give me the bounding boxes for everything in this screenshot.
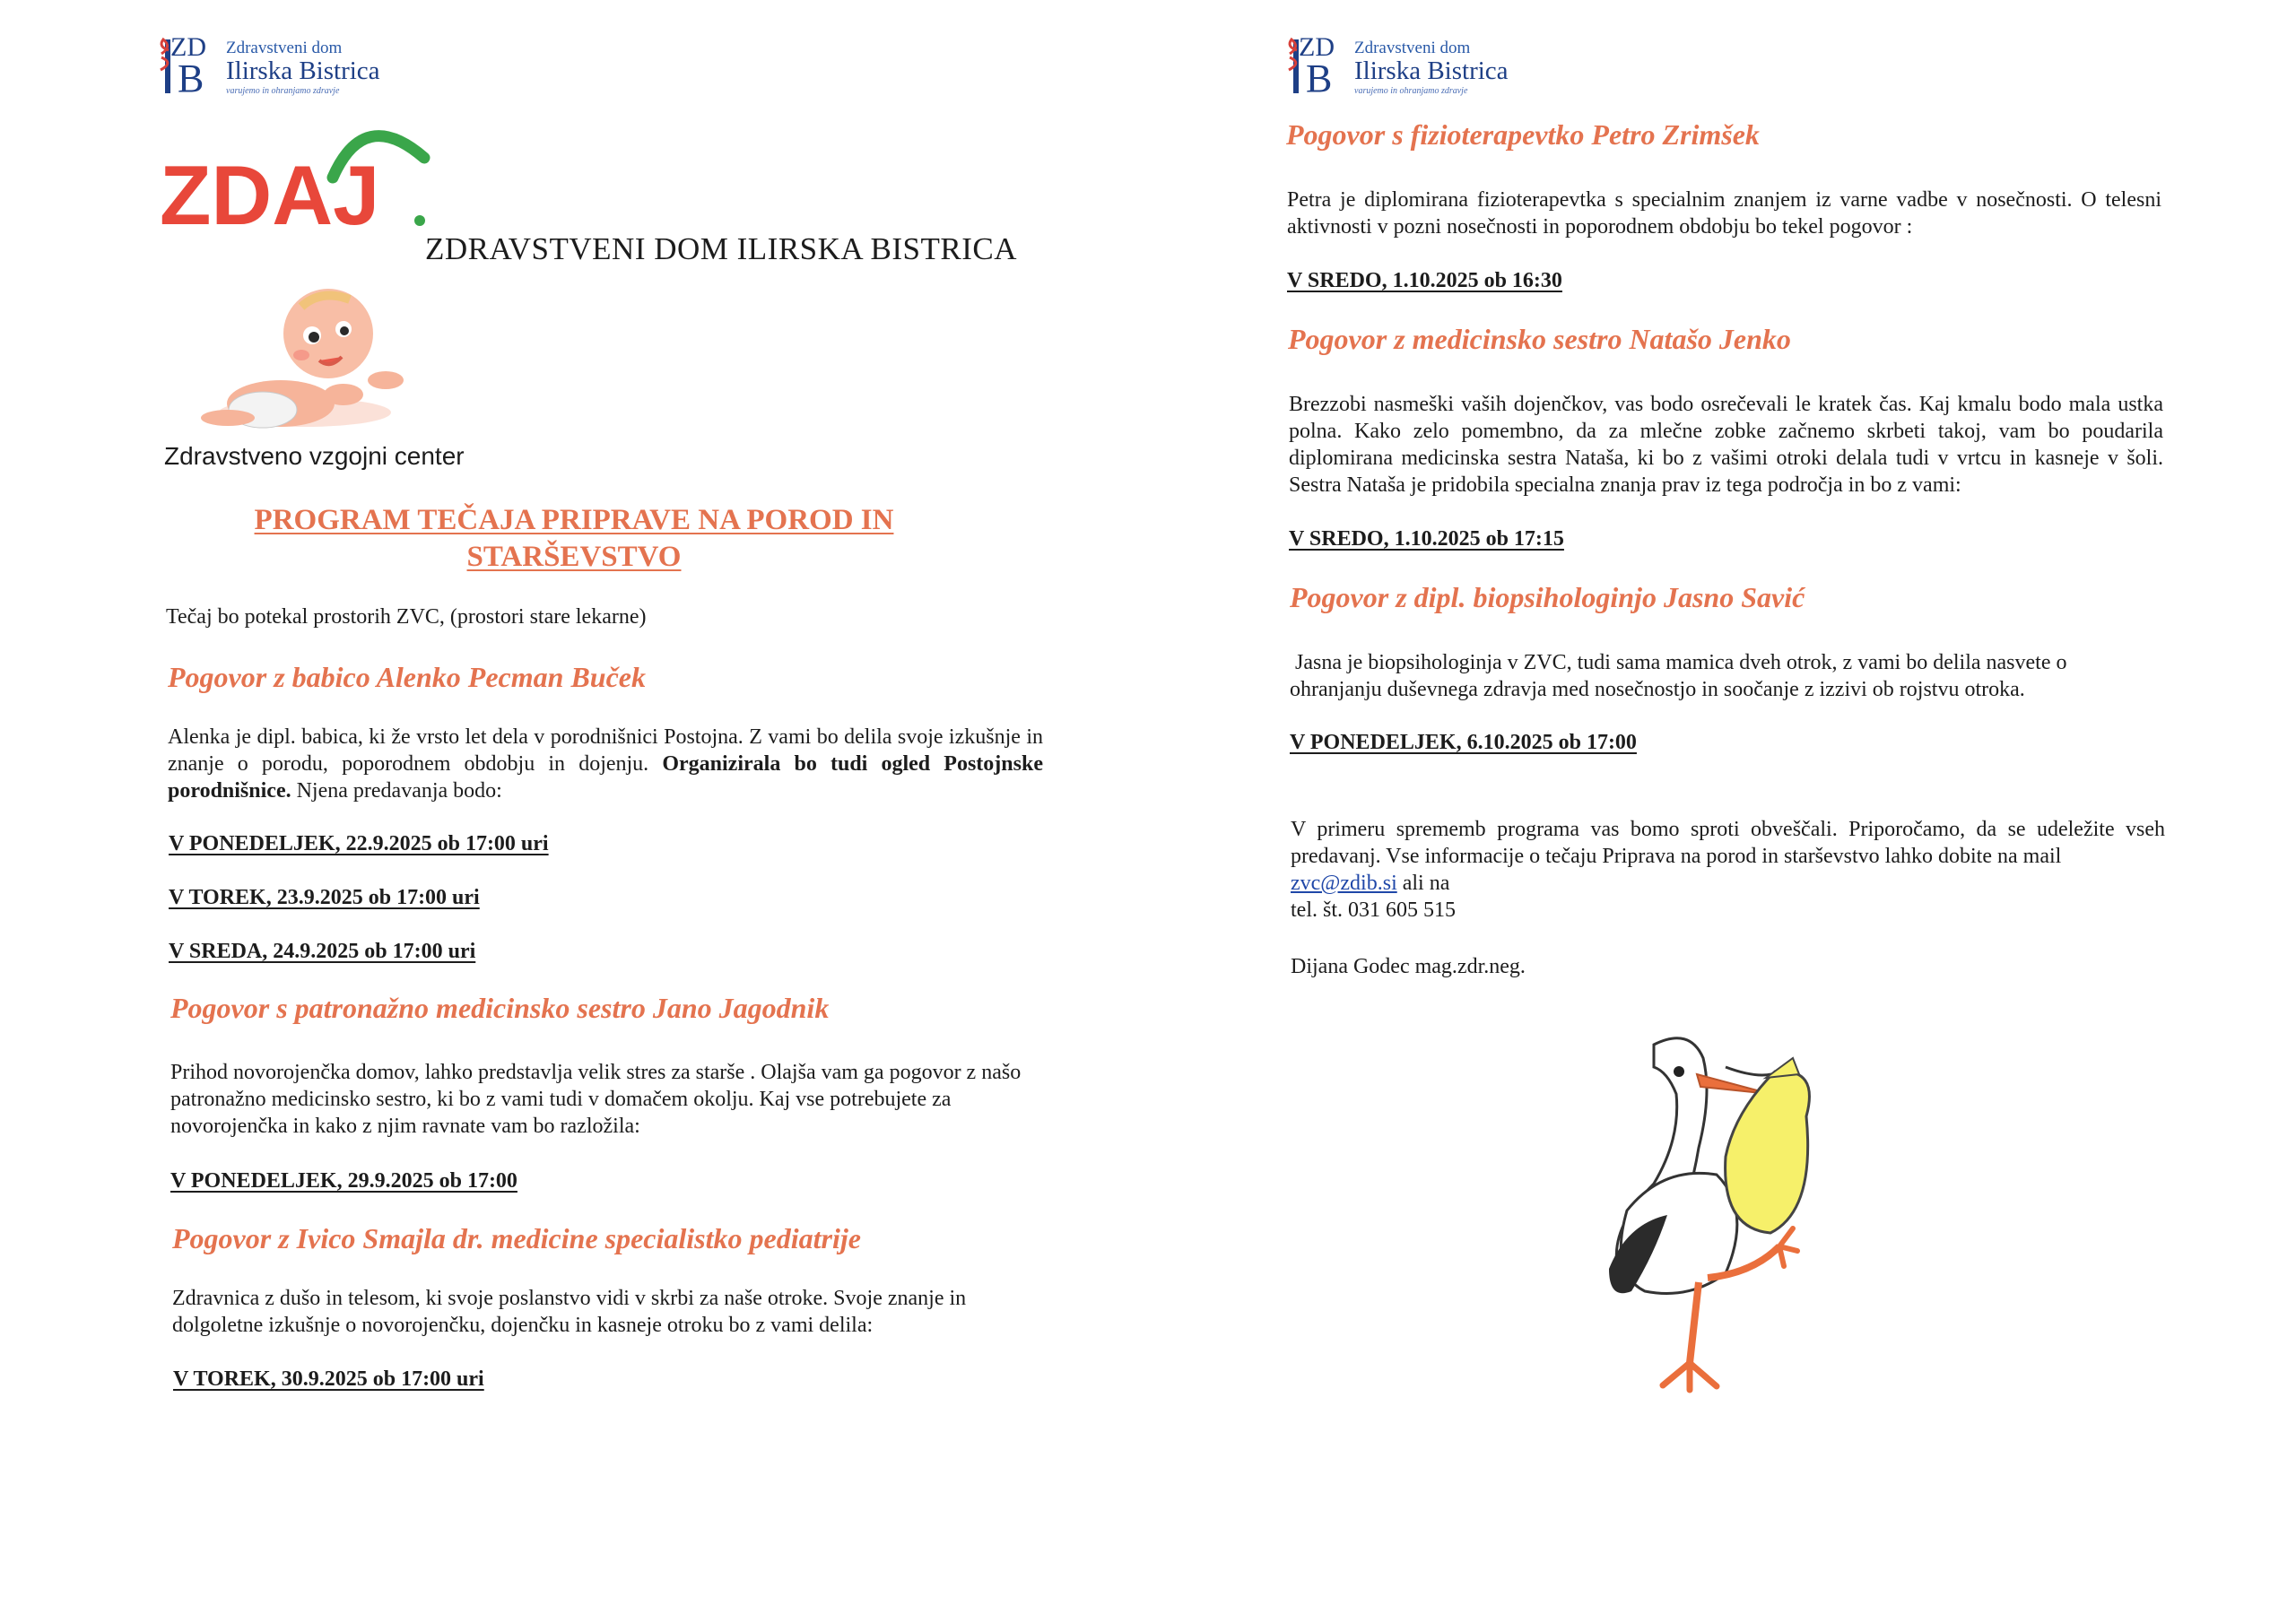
talk-heading-1: Pogovor z babico Alenko Pecman Buček: [168, 661, 646, 693]
phone-number: tel. št. 031 605 515: [1291, 898, 1456, 922]
talk-date: V PONEDELJEK, 6.10.2025 ob 17:00: [1290, 731, 1637, 754]
program-title-line2: STARŠEVSTVO: [466, 541, 682, 573]
logo-name: Ilirska Bistrica: [1354, 56, 1509, 85]
talk-date: V SREDO, 1.10.2025 ob 16:30: [1287, 269, 1562, 292]
talk-heading-2: Pogovor s patronažno medicinsko sestro Jano Jagodnik: [170, 992, 830, 1024]
talk-date: V TOREK, 23.9.2025 ob 17:00 uri: [169, 886, 480, 909]
talk-text-1-plain: Alenka je dipl. babica, ki že vrsto let dela v porodnišnici Postojna. Z vami bo delila svoje izkušnje in znanje o porodu, poporodnem obdobju in dojenju.: [168, 725, 1043, 776]
logo-tagline: varujemo in ohranjamo zdravje: [1354, 86, 1468, 96]
talk-text-2: Prihod novorojenčka domov, lahko predstavlja velik stres za starše . Olajša vam ga pogovor z našo patronažno medicinsko sestro, ki bo z vami tudi v domačem okolju. Kaj vse potrebujete za novorojenčka in kako z njim ravnate vam bo razložila:: [170, 1061, 1022, 1138]
zdaj-logo-icon: [158, 115, 445, 267]
talk-heading-4: Pogovor s fizioterapevtko Petro Zrimšek: [1286, 118, 1760, 151]
talk-heading-6: Pogovor z dipl. biopsihologinjo Jasno Savić: [1290, 581, 1805, 613]
zdib-logo-icon: [158, 27, 221, 97]
talk-date: V TOREK, 30.9.2025 ob 17:00 uri: [173, 1367, 484, 1391]
talk-date: V PONEDELJEK, 22.9.2025 ob 17:00 uri: [169, 832, 549, 855]
talk-text-1: [168, 724, 1043, 804]
talk-text-3: Zdravnica z dušo in telesom, ki svoje poslanstvo vidi v skrbi za naše otroke. Svoje znanje in dolgoletne izkušnje o novorojenčku, dojenčku in kasneje otroku bo z vami delila:: [172, 1287, 967, 1337]
talk-text-1-end: Njena predavanja bodo:: [291, 779, 502, 803]
talk-heading-3: Pogovor z Ivico Smajla dr. medicine specialistko pediatrije: [172, 1222, 861, 1254]
contact-note: [1291, 816, 2165, 924]
logo-subtitle: Zdravstveni dom: [226, 39, 343, 57]
svg-text:B: B: [1306, 56, 1333, 97]
logo-tagline: varujemo in ohranjamo zdravje: [226, 86, 340, 96]
logo-subtitle: Zdravstveni dom: [1354, 39, 1471, 57]
email-link[interactable]: zvc@zdib.si: [1291, 872, 1397, 895]
talk-date: V SREDO, 1.10.2025 ob 17:15: [1289, 527, 1564, 551]
zdib-logo-icon: [1286, 27, 1349, 97]
talk-text-4: Petra je diplomirana fizioterapevtka s specialnim znanjem iz varne vadbe v nosečnosti. O telesni aktivnosti v pozni nosečnosti in poporodnem obdobju bo tekel pogovor :: [1287, 188, 2161, 239]
contact-note-text: V primeru sprememb programa vas bomo sproti obveščali. Priporočamo, da se udeležite vseh predavanj. Vse informacije o tečaju Priprava na porod in starševstvo lahko dobite na mail: [1291, 818, 2165, 868]
program-location: Tečaj bo potekal prostorih ZVC, (prostori stare lekarne): [166, 605, 647, 629]
svg-text:ZD: ZD: [1299, 32, 1335, 62]
talk-text-6: Jasna je biopsihologinja v ZVC, tudi sama mamica dveh otrok, z vami bo delila nasvete o ohranjanju duševnega zdravja med nosečnostjo in soočanje z izzivi ob rojstvu otroka.: [1290, 651, 2073, 701]
zdib-logo: [1286, 27, 1509, 97]
logo-name: Ilirska Bistrica: [226, 56, 380, 85]
signature: Dijana Godec mag.zdr.neg.: [1291, 955, 1526, 978]
talk-text-5: Brezzobi nasmeški vaših dojenčkov, vas bodo osrečevali le kratek čas. Kaj kmalu bodo mala ustka polna. Kako zelo pomembno, da za mlečne zobke začnemo skrbeti takoj, vam bo poudarila diplomirana medicinska sestra Nataša, ki bo z vašimi otroki delala tudi v vrtcu in kasneje v šoli. Sestra Nataša je pridobila specialna znanja prav iz tega področja in bo z vami:: [1289, 393, 2163, 497]
email-suffix: ali na: [1396, 872, 1450, 895]
svg-text:B: B: [178, 56, 204, 97]
talk-text-1-bold: Organizirala bo tudi ogled Postojnske porodnišnice.: [168, 752, 1043, 803]
program-title-line1: PROGRAM TEČAJA PRIPRAVE NA POROD IN: [254, 504, 894, 536]
svg-text:ZD: ZD: [170, 32, 206, 62]
zdib-logo: [158, 27, 380, 97]
institution-title: ZDRAVSTVENI DOM ILIRSKA BISTRICA: [425, 231, 1017, 266]
center-label: Zdravstveno vzgojni center: [164, 442, 465, 470]
stork-illustration-icon: [1591, 1031, 1878, 1399]
talk-date: V PONEDELJEK, 29.9.2025 ob 17:00: [170, 1169, 517, 1193]
program-title: [215, 502, 933, 576]
talk-date: V SREDA, 24.9.2025 ob 17:00 uri: [169, 940, 476, 963]
zdaj-wordmark: ZDAJ: [160, 148, 380, 242]
talk-heading-5: Pogovor z medicinsko sestro Natašo Jenko: [1288, 323, 1791, 355]
baby-illustration-icon: [196, 280, 411, 441]
